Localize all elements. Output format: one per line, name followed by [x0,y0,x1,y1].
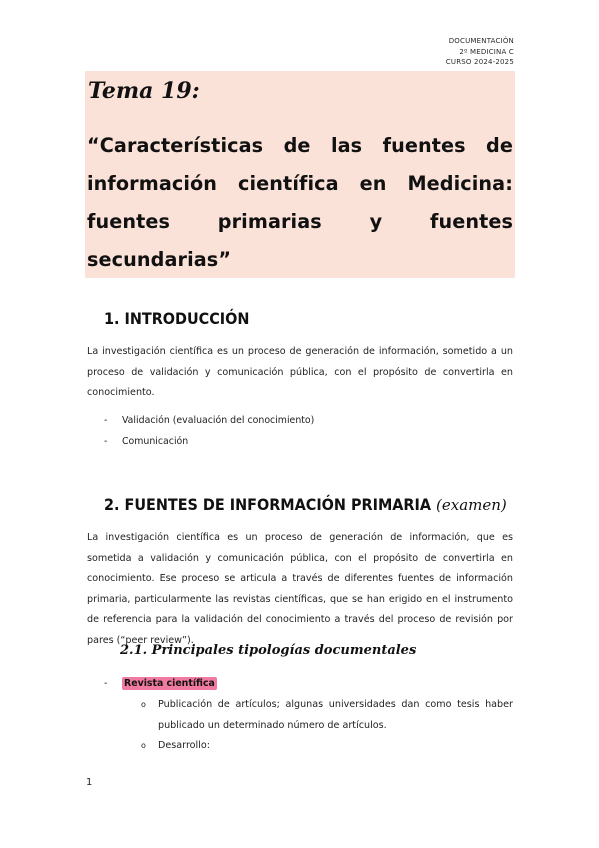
section-1-paragraph: La investigación científica es un proceso de generación de información, sometido a un proceso de validación y comunicación pública, con el propósito de convertirla en conocimiento. [87,346,513,398]
list-dash-marker: - [104,415,108,426]
list-item-wrapper [122,674,217,695]
list-item-text: Comunicación [122,435,189,447]
header-course-year: CURSO 2024-2025 [445,58,514,66]
sub-bullet-item [141,695,513,736]
section-2-heading-text: 2. FUENTES DE INFORMACIÓN PRIMARIA [104,495,431,514]
sub-bullet-text: Publicación de artículos; algunas universidades dan como tesis haber publicado un determinado número de artículos. [158,699,513,731]
header-course-group: 2º MEDICINA C [459,47,514,56]
subsection-2-1-heading: 2.1. Principales tipologías documentales [120,643,417,658]
section-2-heading-note: (examen) [436,496,507,514]
section-1-heading: 1. INTRODUCCIÓN [104,309,250,328]
sub-bullet-list [141,695,513,757]
sub-bullet-item [141,736,513,757]
list-item-text: Validación (evaluación del conocimiento) [122,415,315,426]
list-dash-marker: - [104,678,108,689]
circle-bullet-marker: o [141,700,146,709]
page-number: 1 [86,777,93,788]
list-dash-marker: - [104,435,108,447]
document-header [446,36,514,68]
topic-number-title: Tema 19: [88,78,200,104]
circle-bullet-marker: o [141,741,146,750]
section-2-paragraph: La investigación científica es un proceso de generación de información, que es sometida a validación y comunicación pública, con el propósito de convertirla en conocimiento. Ese proceso se articula a través de diferentes fuentes de información primaria, particularmente las revistas científicas, que se han erigido en el instrumento de referencia para la validación del conocimiento a través del proceso de revisión por pares (“peer review”). [87,532,513,646]
highlighted-term: Revista científica [124,678,215,689]
topic-main-title: “Características de las fuentes de información científica en Medicina: fuentes primarias y fuentes secundarias” [87,134,513,271]
header-course-subject: DOCUMENTACIÓN [448,37,514,45]
section-2-heading [104,495,507,514]
sub-bullet-text: Desarrollo: [158,740,210,751]
